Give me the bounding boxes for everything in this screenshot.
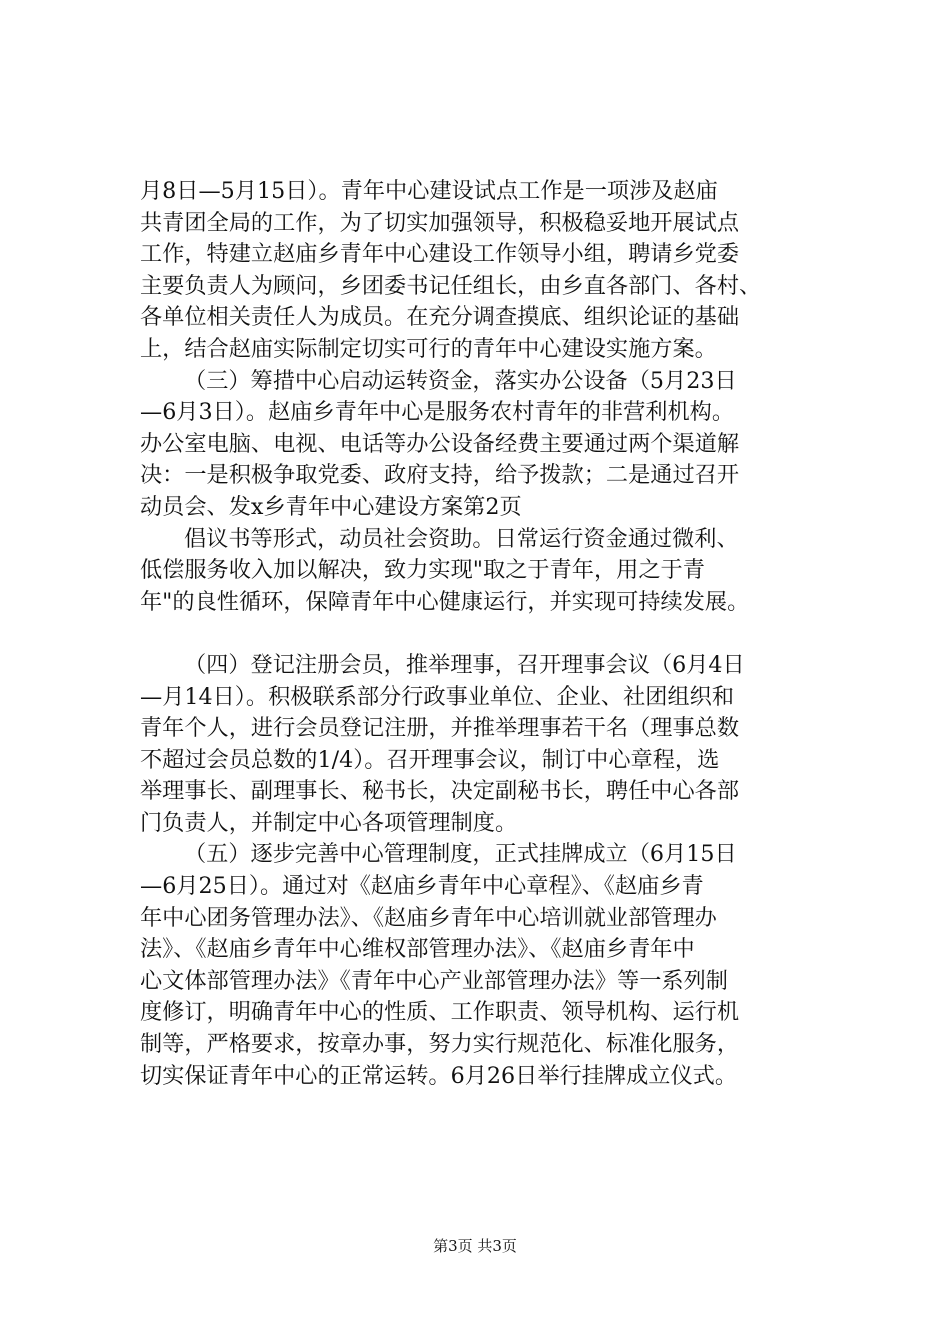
text-line: 工作，特建立赵庙乡青年中心建设工作领导小组，聘请乡党委 [140, 241, 740, 268]
text-line: 上，结合赵庙实际制定切实可行的青年中心建设实施方案。 [140, 335, 717, 362]
text-line: 切实保证青年中心的正常运转。6月26日举行挂牌成立仪式。 [140, 1062, 738, 1089]
paragraph-first-line: （三）筹措中心启动运转资金，落实办公设备（5月23日 [184, 367, 737, 394]
text-line: 共青团全局的工作，为了切实加强领导，积极稳妥地开展试点 [140, 209, 740, 236]
text-line: 举理事长、副理事长、秘书长，决定副秘书长，聘任中心各部 [140, 778, 740, 805]
text-line: 心文体部管理办法》《青年中心产业部管理办法》等一系列制 [140, 967, 728, 994]
text-line: 各单位相关责任人为成员。在充分调查摸底、组织论证的基础 [140, 304, 740, 331]
text-line: —6月3日）。赵庙乡青年中心是服务农村青年的非营利机构。 [140, 399, 735, 426]
text-line: 主要负责人为顾问，乡团委书记任组长，由乡直各部门、各村、 [140, 272, 762, 299]
text-line: 法》、《赵庙乡青年中心维权部管理办法》、《赵庙乡青年中 [140, 936, 695, 963]
document-body [140, 176, 830, 1092]
paragraph-first-line: 倡议书等形式，动员社会资助。日常运行资金通过微利、 [184, 525, 739, 552]
paragraph-first-line: （五）逐步完善中心管理制度，正式挂牌成立（6月15日 [184, 841, 737, 868]
text-line: 办公室电脑、电视、电话等办公设备经费主要通过两个渠道解 [140, 430, 740, 457]
paragraph-first-line: （四）登记注册会员，推举理事，召开理事会议（6月4日 [184, 651, 745, 678]
page-footer: 第3页 共3页 [433, 1237, 517, 1255]
text-line: 不超过会员总数的1/4）。召开理事会议，制订中心章程，选 [140, 746, 720, 773]
text-line: 度修订，明确青年中心的性质、工作职责、领导机构、运行机 [140, 999, 740, 1026]
text-line: 决：一是积极争取党委、政府支持，给予拨款；二是通过召开 [140, 462, 740, 489]
paragraph-gap [140, 618, 830, 650]
text-line: 门负责人，并制定中心各项管理制度。 [140, 809, 518, 836]
text-line: 青年个人，进行会员登记注册，并推举理事若干名（理事总数 [140, 715, 740, 742]
text-line: 动员会、发x乡青年中心建设方案第2页 [140, 493, 522, 520]
text-line: 月8日—5月15日）。青年中心建设试点工作是一项涉及赵庙 [140, 178, 718, 204]
text-line: 年中心团务管理办法》、《赵庙乡青年中心培训就业部管理办 [140, 904, 717, 931]
text-line: —月14日）。积极联系部分行政事业单位、企业、社团组织和 [140, 683, 735, 710]
text-line: 年"的良性循环，保障青年中心健康运行，并实现可持续发展。 [140, 588, 750, 615]
text-line: 制等，严格要求，按章办事，努力实行规范化、标准化服务， [140, 1031, 740, 1058]
text-line: 低偿服务收入加以解决，致力实现"取之于青年，用之于青 [140, 557, 705, 584]
text-line: —6月25日）。通过对《赵庙乡青年中心章程》、《赵庙乡青 [140, 873, 704, 900]
